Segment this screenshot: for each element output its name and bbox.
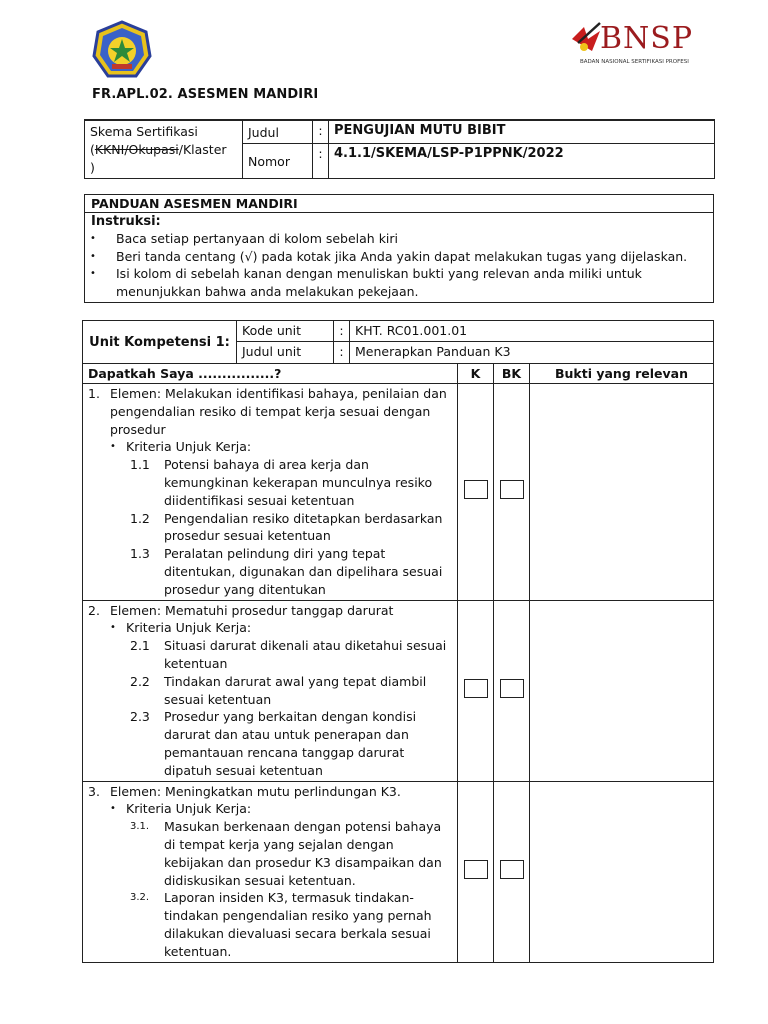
unit-title: Unit Kompetensi 1: (83, 321, 237, 364)
instruksi-item: • Isi kolom di sebelah kanan dengan menuliskan bukti yang relevan anda miliki untuk menunjukkan bahwa anda melakukan pekejaan. (90, 265, 713, 300)
bukti-input[interactable] (530, 384, 714, 601)
element-cell: 3. Elemen: Meningkatkan mutu perlindungan K3. • Kriteria Unjuk Kerja: 3.1. Masukan berkenaan dengan potensi bahaya di tempat kerja yang sejalan dengan kebijakan dan prosedur K3 disampaikan dan didiskusikan sesuai ketentuan. 3.2. Laporan insiden K3, termasuk tindakan- tindakan pengendalian resiko yang pernah dilakukan dievaluasi secara berkala sesuai ketentuan. (83, 781, 458, 962)
institution-logo (90, 20, 154, 82)
instruksi-item: • Baca setiap pertanyaan di kolom sebelah kiri (90, 230, 713, 248)
document-title: FR.APL.02. ASESMEN MANDIRI (92, 87, 319, 102)
instruksi-item: • Beri tanda centang (√) pada kotak jika Anda yakin dapat melakukan tugas yang dijelaskan. (90, 248, 713, 266)
bukti-input[interactable] (530, 600, 714, 781)
kode-unit-value: KHT. RC01.001.01 (350, 321, 714, 342)
element-cell: 2. Elemen: Mematuhi prosedur tanggap darurat • Kriteria Unjuk Kerja: 2.1 Situasi darurat dikenali atau diketahui sesuai ketentuan 2.2 Tindakan darurat awal yang tepat diambil sesuai ketentuan 2.3 Prosedur yang berkaitan dengan kondisi darurat dan atau untuk penerapan dan pemantauan rencana tanggap darurat dipatuh sesuai ketentuan (83, 600, 458, 781)
column-header-question: Dapatkah Saya ................? (83, 364, 458, 384)
table-row (83, 781, 714, 962)
bk-checkbox[interactable] (500, 480, 524, 499)
column-header-k: K (458, 364, 494, 384)
bnsp-brand: BNSP (600, 21, 694, 56)
judul-label: Judul (243, 120, 313, 143)
instruksi-list (85, 230, 713, 300)
panduan-box (84, 194, 714, 303)
element-cell: 1. Elemen: Melakukan identifikasi bahaya, penilaian dan pengendalian resiko di tempat kerja sesuai dengan prosedur • Kriteria Unjuk Kerja: 1.1 Potensi bahaya di area kerja dan kemungkinan kekerapan munculnya resiko diidentifikasi sesuai ketentuan 1.2 Pengendalian resiko ditetapkan berdasarkan prosedur sesuai ketentuan 1.3 Peralatan pelindung diri yang tepat ditentukan, digunakan dan dipelihara sesuai prosedur yang ditentukan (83, 384, 458, 601)
judul-unit-value: Menerapkan Panduan K3 (350, 342, 714, 364)
column-header-bk: BK (494, 364, 530, 384)
kode-unit-label: Kode unit (237, 321, 334, 342)
nomor-value: 4.1.1/SKEMA/LSP-P1PPNK/2022 (329, 143, 715, 178)
kuk-label: Kriteria Unjuk Kerja: (126, 439, 252, 455)
skema-table: Skema Sertifikasi (KKNI/Okupasi/Klaster ) Judul : PENGUJIAN MUTU BIBIT Nomor : 4.1.1/SKEMA/LSP-P1PPNK/2022 (84, 119, 715, 179)
table-row (83, 384, 714, 601)
judul-value: PENGUJIAN MUTU BIBIT (329, 120, 715, 143)
bnsp-logo (570, 17, 700, 69)
table-row (83, 600, 714, 781)
institution-seal-icon (90, 20, 154, 82)
k-checkbox[interactable] (464, 480, 488, 499)
nomor-label: Nomor (243, 143, 313, 178)
unit-kompetensi-table: Unit Kompetensi 1: Kode unit : KHT. RC01.001.01 Judul unit : Menerapkan Panduan K3 Dapatkah Saya ................? K BK Bukti yang relevan 1. Elemen: Melakukan identifikasi bahaya, penilaian dan pengendalian resiko di tempat kerja sesuai dengan prosedur • Kriteria Unjuk Kerja: 1.1 Potensi bahaya di area kerja dan kemungkinan kekerapan munculnya resiko diidentifikasi sesuai ketentuan 1.2 Pengendalian resiko ditetapkan berdasarkan prosedur sesuai ketentuan 1.3 Peralatan pelindung diri yang tepat ditentukan, digunakan dan dipelihara sesuai prosedur yang ditentukan 2. Elemen: Mematuhi prosedur tanggap darurat • Kriteria Unjuk Kerja: 2.1 Situasi darurat dikenali atau diketahui sesuai ketentuan 2.2 Tindakan darurat awal yang tepat diambil sesuai ketentuan 2.3 Prosedur yang berkaitan dengan kondisi darurat dan atau untuk penerapan dan pemantauan rencana tanggap darurat dipatuh sesuai ketentuan 3. Elemen: Meningkatkan mutu perlindungan K3. • Kriteria Unjuk Kerja: 3.1. Masukan berkenaan dengan potensi bahaya di tempat kerja yang sejalan dengan kebijakan dan prosedur K3 disampaikan dan didiskusikan sesuai ketentuan. 3.2. Laporan insiden K3, termasuk tindakan- tindakan pengendalian resiko yang pernah dilakukan dievaluasi secara berkala sesuai ketentuan. (82, 320, 714, 963)
bnsp-subtitle: BADAN NASIONAL SERTIFIKASI PROFESI (580, 59, 689, 65)
k-checkbox[interactable] (464, 860, 488, 879)
panduan-header: PANDUAN ASESMEN MANDIRI (85, 195, 713, 213)
k-checkbox[interactable] (464, 679, 488, 698)
column-header-bukti: Bukti yang relevan (530, 364, 714, 384)
judul-unit-label: Judul unit (237, 342, 334, 364)
instruksi-title: Instruksi: (91, 214, 161, 229)
bukti-input[interactable] (530, 781, 714, 962)
skema-label: Skema Sertifikasi (KKNI/Okupasi/Klaster ) (85, 120, 243, 179)
bk-checkbox[interactable] (500, 679, 524, 698)
strikethrough-text: KKNI/Okupasi (94, 142, 179, 157)
bk-checkbox[interactable] (500, 860, 524, 879)
